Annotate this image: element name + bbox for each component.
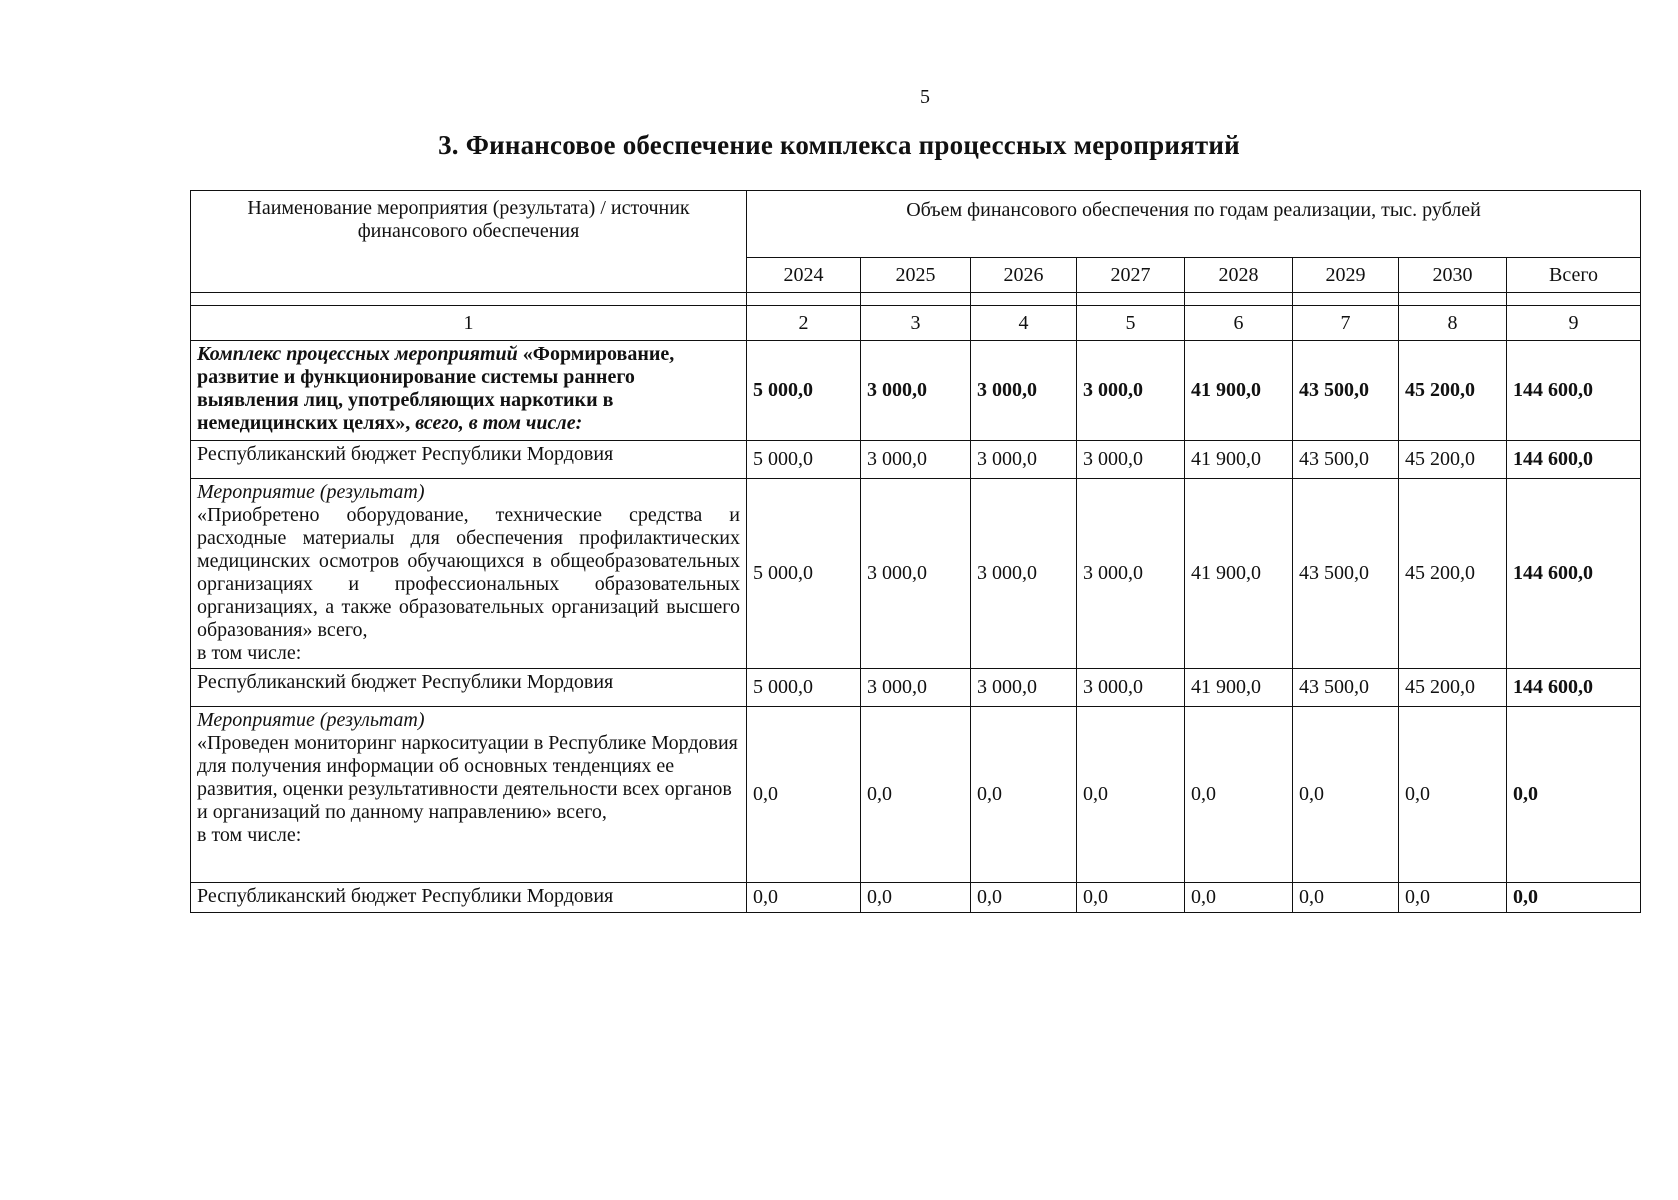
value-cell: 41 900,0 — [1185, 341, 1293, 441]
value-cell: 3 000,0 — [861, 441, 971, 479]
event-label: Мероприятие (результат) — [197, 709, 425, 731]
value-cell: 3 000,0 — [861, 479, 971, 669]
column-number: 7 — [1293, 306, 1399, 341]
source-name-cell: Республиканский бюджет Республики Мордовия — [191, 441, 747, 479]
value-cell: 0,0 — [1293, 707, 1399, 883]
year-header: 2029 — [1293, 258, 1399, 293]
value-cell: 45 200,0 — [1399, 669, 1507, 707]
value-cell: 5 000,0 — [747, 441, 861, 479]
section-title: 3. Финансовое обеспечение комплекса процессных мероприятий — [438, 130, 1240, 160]
table-row — [191, 707, 1641, 883]
table-spacer — [191, 293, 1641, 306]
total-cell: 0,0 — [1507, 707, 1641, 883]
page-number: 5 — [920, 86, 930, 108]
total-cell: 144 600,0 — [1507, 341, 1641, 441]
value-cell: 0,0 — [1399, 707, 1507, 883]
complex-name-cell — [191, 341, 747, 441]
year-header: 2025 — [861, 258, 971, 293]
value-cell: 3 000,0 — [861, 341, 971, 441]
event-name: «Приобретено оборудование, технические средства и расходные материалы для обеспечения профилактических медицинских осмотров обучающихся в общеобразовательных организациях и профессиональных образовательных организациях, а также образовательных организаций высшего образования» всего, — [197, 504, 740, 641]
value-cell: 0,0 — [861, 707, 971, 883]
value-cell: 3 000,0 — [1077, 441, 1185, 479]
value-cell: 45 200,0 — [1399, 441, 1507, 479]
value-cell: 0,0 — [747, 883, 861, 913]
value-cell: 5 000,0 — [747, 669, 861, 707]
value-cell: 0,0 — [747, 707, 861, 883]
table-row — [191, 341, 1641, 441]
value-cell: 43 500,0 — [1293, 479, 1399, 669]
value-cell: 43 500,0 — [1293, 341, 1399, 441]
event-name: «Проведен мониторинг наркоситуации в Республике Мордовия для получения информации об основных тенденциях ее развития, оценки результативности деятельности всех органов и организаций по данному направлению» всего, — [197, 732, 738, 823]
event-name-cell — [191, 479, 747, 669]
source-name-cell: Республиканский бюджет Республики Мордовия — [191, 669, 747, 707]
value-cell: 45 200,0 — [1399, 479, 1507, 669]
column-number: 8 — [1399, 306, 1507, 341]
value-cell: 0,0 — [1293, 883, 1399, 913]
event-suffix: в том числе: — [197, 642, 302, 664]
event-suffix: в том числе: — [197, 824, 302, 846]
total-cell: 144 600,0 — [1507, 479, 1641, 669]
financing-table — [190, 190, 1641, 913]
value-cell: 0,0 — [1077, 883, 1185, 913]
total-cell: 144 600,0 — [1507, 669, 1641, 707]
column-number: 3 — [861, 306, 971, 341]
value-cell: 0,0 — [1399, 883, 1507, 913]
year-header: 2028 — [1185, 258, 1293, 293]
value-cell: 3 000,0 — [971, 441, 1077, 479]
column-number: 1 — [191, 306, 747, 341]
value-cell: 0,0 — [1185, 883, 1293, 913]
column-number: 4 — [971, 306, 1077, 341]
total-header: Всего — [1507, 258, 1641, 293]
value-cell: 0,0 — [971, 883, 1077, 913]
value-cell: 43 500,0 — [1293, 441, 1399, 479]
header-volume-column: Объем финансового обеспечения по годам реализации, тыс. рублей — [747, 191, 1641, 258]
value-cell: 0,0 — [1077, 707, 1185, 883]
column-number: 2 — [747, 306, 861, 341]
header-row — [191, 191, 1641, 258]
value-cell: 3 000,0 — [971, 669, 1077, 707]
complex-suffix: всего, в том числе: — [415, 412, 583, 434]
year-header: 2030 — [1399, 258, 1507, 293]
value-cell: 43 500,0 — [1293, 669, 1399, 707]
total-cell: 0,0 — [1507, 883, 1641, 913]
value-cell: 3 000,0 — [971, 479, 1077, 669]
event-name-cell — [191, 707, 747, 883]
year-header: 2024 — [747, 258, 861, 293]
value-cell: 45 200,0 — [1399, 341, 1507, 441]
value-cell: 3 000,0 — [861, 669, 971, 707]
column-number-row — [191, 306, 1641, 341]
source-name-cell: Республиканский бюджет Республики Мордовия — [191, 883, 747, 913]
value-cell: 41 900,0 — [1185, 479, 1293, 669]
total-cell: 144 600,0 — [1507, 441, 1641, 479]
table-row — [191, 441, 1641, 479]
value-cell: 41 900,0 — [1185, 669, 1293, 707]
complex-prefix: Комплекс процессных мероприятий — [197, 343, 518, 365]
column-number: 6 — [1185, 306, 1293, 341]
column-number: 5 — [1077, 306, 1185, 341]
table-row — [191, 669, 1641, 707]
value-cell: 41 900,0 — [1185, 441, 1293, 479]
year-header: 2027 — [1077, 258, 1185, 293]
complex-name: «Формирование, развитие и функционирование системы раннего выявления лиц, употребляющих наркотики в немедицинских целях», — [197, 343, 675, 434]
value-cell: 5 000,0 — [747, 341, 861, 441]
value-cell: 0,0 — [861, 883, 971, 913]
value-cell: 5 000,0 — [747, 479, 861, 669]
value-cell: 0,0 — [1185, 707, 1293, 883]
value-cell: 0,0 — [971, 707, 1077, 883]
table-row — [191, 479, 1641, 669]
value-cell: 3 000,0 — [1077, 669, 1185, 707]
value-cell: 3 000,0 — [1077, 341, 1185, 441]
value-cell: 3 000,0 — [1077, 479, 1185, 669]
year-header: 2026 — [971, 258, 1077, 293]
value-cell: 3 000,0 — [971, 341, 1077, 441]
event-label: Мероприятие (результат) — [197, 481, 425, 503]
table-row — [191, 883, 1641, 913]
header-name-column: Наименование мероприятия (результата) / источник финансового обеспечения — [191, 191, 747, 293]
column-number: 9 — [1507, 306, 1641, 341]
